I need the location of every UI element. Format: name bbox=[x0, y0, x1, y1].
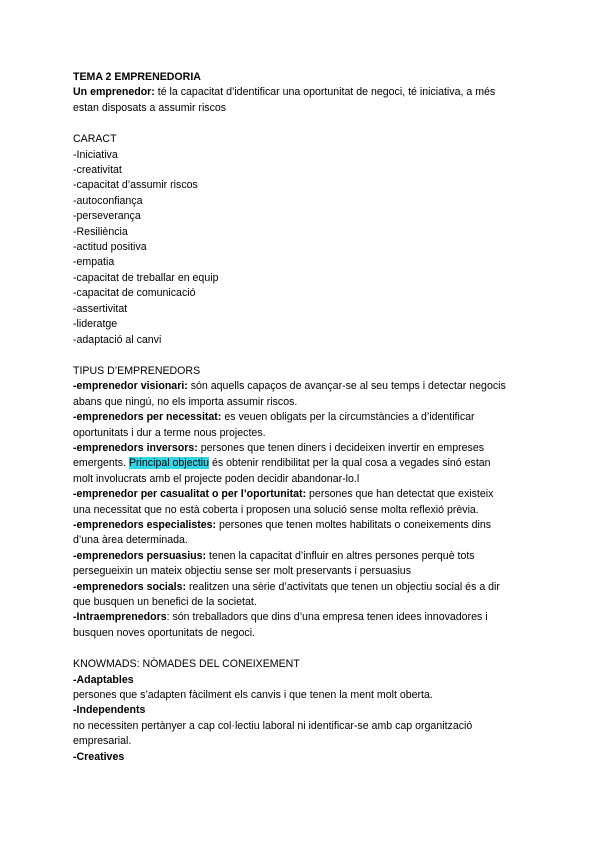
tipus-casualitat-cont: una necessitat que no està coberta i proposen una solució sense molta reflexió prèvia. bbox=[73, 503, 479, 516]
list-item: -autoconfiança bbox=[73, 194, 143, 207]
tipus-necessitat-term: -emprenedors per necessitat: bbox=[73, 411, 222, 424]
knowmads-creatives-term: -Creatives bbox=[73, 750, 125, 763]
tipus-visionari-term: -emprenedor visionari: bbox=[73, 380, 188, 393]
tipus-visionari bbox=[73, 379, 533, 394]
tipus-inversors-cont2: molt involucrats amb el projecte poden decidir abandonar-lo.l bbox=[73, 472, 360, 485]
page-title: TEMA 2 EMPRENEDORIA bbox=[73, 71, 201, 83]
knowmads-heading: KNOWMADS: NÒMADES DEL CONEIXEMENT bbox=[73, 658, 300, 671]
list-item: -capacitat de treballar en equip bbox=[73, 271, 219, 284]
list-item: -lideratge bbox=[73, 318, 118, 331]
list-item: -assertivitat bbox=[73, 302, 128, 315]
knowmads-adaptables-text: persones que s’adapten fàcilment els canvis i que tenen la ment molt oberta. bbox=[73, 689, 433, 702]
list-item: -actitud positiva bbox=[73, 241, 147, 254]
list-item: -perseverança bbox=[73, 210, 141, 223]
intro-term: Un emprenedor: bbox=[73, 86, 155, 99]
intro-text-cont: estan disposats a assumir riscos bbox=[73, 101, 227, 114]
knowmads-independents-cont: empresarial. bbox=[73, 735, 132, 748]
intro-text: té la capacitat d’identificar una oportunitat de negoci, té iniciativa, a més bbox=[154, 86, 496, 99]
list-item: -capacitat de comunicació bbox=[73, 287, 196, 300]
tipus-persuasius bbox=[73, 549, 533, 564]
knowmads-independents-text: no necessiten pertànyer a cap col·lectiu laboral ni identificar-se amb cap organització bbox=[73, 719, 473, 732]
tipus-inversors bbox=[73, 441, 533, 456]
list-item: -Resiliència bbox=[73, 225, 128, 238]
tipus-socials-term: -emprenedors socials: bbox=[73, 580, 187, 593]
tipus-intra-text: : són treballadors que dins d’una empresa tenen idees innovadores i bbox=[166, 611, 488, 624]
list-item: -adaptació al canvi bbox=[73, 333, 162, 346]
tipus-persuasius-text: tenen la capacitat d’influir en altres persones perquè tots bbox=[206, 549, 475, 562]
knowmads-independents-term: -Independents bbox=[73, 704, 146, 717]
tipus-intra-cont: busquen noves oportunitats de negoci. bbox=[73, 626, 255, 639]
list-item: -empatia bbox=[73, 256, 115, 269]
tipus-necessitat-cont: oportunitats i dur a terme nous projectes. bbox=[73, 426, 266, 439]
tipus-persuasius-cont: persegueixin un mateix objectiu sense ser molt preservants i persuasius bbox=[73, 565, 411, 578]
spacer bbox=[73, 348, 533, 364]
caract-heading: CARACT bbox=[73, 133, 117, 146]
tipus-inversors-text-a: emergents. bbox=[73, 457, 129, 470]
document-body bbox=[73, 70, 533, 765]
tipus-especialistes-term: -emprenedors especialistes: bbox=[73, 518, 217, 531]
spacer bbox=[73, 641, 533, 657]
knowmads-adaptables-term: -Adaptables bbox=[73, 673, 134, 686]
tipus-heading: TIPUS D’EMPRENEDORS bbox=[73, 364, 201, 377]
list-item: -creativitat bbox=[73, 164, 122, 177]
highlighted-text: Principal objectiu bbox=[128, 457, 210, 470]
tipus-necessitat-text: es veuen obligats per la circumstàncies a d’identificar bbox=[221, 411, 475, 424]
tipus-persuasius-term: -emprenedors persuasius: bbox=[73, 549, 207, 562]
tipus-visionari-text: són aquells capaços de avançar-se al seu temps i detectar negocis bbox=[187, 380, 506, 393]
intro-paragraph bbox=[73, 85, 533, 100]
tipus-inversors-text: persones que tenen diners i decideixen invertir en empreses bbox=[197, 441, 485, 454]
tipus-casualitat bbox=[73, 487, 533, 502]
tipus-especialistes-cont: d’una àrea determinada. bbox=[73, 534, 188, 547]
tipus-socials-cont: que busquen un benefici de la societat. bbox=[73, 596, 257, 608]
list-item: -Iniciativa bbox=[73, 148, 118, 161]
spacer bbox=[73, 116, 533, 132]
tipus-especialistes bbox=[73, 518, 533, 533]
list-item: -capacitat d’assumir riscos bbox=[73, 179, 198, 192]
tipus-casualitat-text: persones que han detectat que existeix bbox=[306, 488, 494, 501]
tipus-inversors-text-b: és obtenir rendibilitat per la qual cosa a vegades sinó estan bbox=[209, 457, 491, 470]
tipus-inversors-cont bbox=[73, 456, 533, 471]
tipus-intra bbox=[73, 610, 533, 625]
tipus-visionari-cont: abans que ningú, no els importa assumir riscos. bbox=[73, 395, 298, 408]
tipus-socials-text: realitzen una sèrie d’activitats que tenen un objectiu social és a dir bbox=[186, 580, 500, 593]
tipus-especialistes-text: persones que tenen moltes habilitats o coneixements dins bbox=[216, 518, 492, 531]
tipus-intra-term: -Intraemprenedors bbox=[73, 611, 167, 624]
tipus-inversors-term: -emprenedors inversors: bbox=[73, 441, 198, 454]
tipus-necessitat bbox=[73, 410, 533, 425]
tipus-socials bbox=[73, 580, 533, 595]
tipus-casualitat-term: -emprenedor per casualitat o per l’oportunitat: bbox=[73, 488, 307, 501]
